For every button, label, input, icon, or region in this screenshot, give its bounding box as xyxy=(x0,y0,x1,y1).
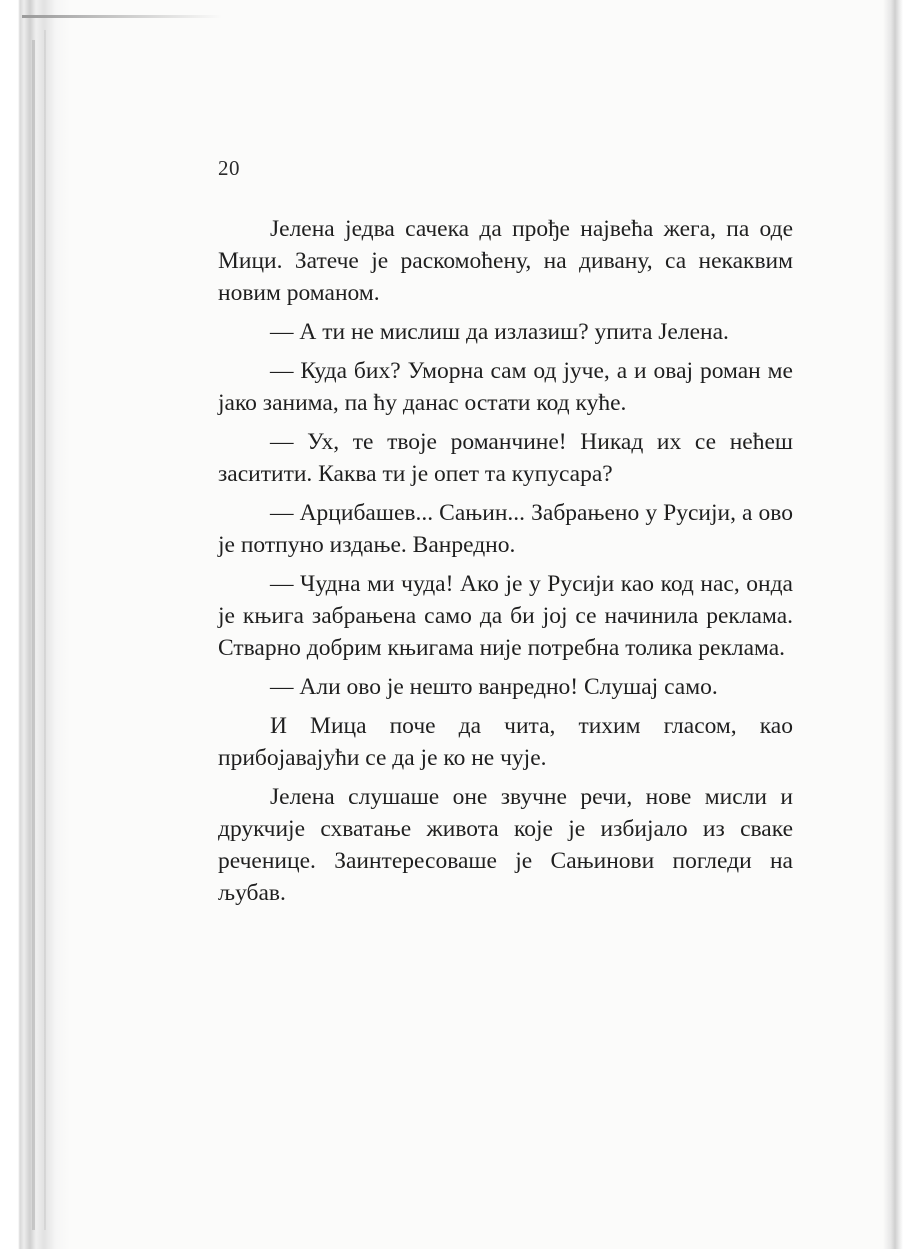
paragraph: И Мица поче да чита, тихим гласом, као прибојавајући се да је ко не чује. xyxy=(218,713,793,771)
paragraph: — Ух, те твоје романчине! Никад их се нећеш заситити. Каква ти је опет та купусара? xyxy=(218,429,793,487)
paragraph: — Куда бих? Уморна сам од јуче, а и овај роман ме јако занима, па ћу данас остати код куће. xyxy=(218,358,793,416)
paragraph: Јелена слушаше оне звучне речи, нове мисли и друкчије схватање живота које је избијало из сваке реченице. Заинтересоваше је Сањинови погледи на љубав. xyxy=(218,784,793,906)
paragraph: — А ти не мислиш да излазиш? упита Јелена. xyxy=(270,319,729,345)
scan-shadow-line xyxy=(32,40,35,1230)
paragraph: — Али ово је нешто ванредно! Слушај само. xyxy=(270,674,718,700)
body-text xyxy=(218,213,793,916)
scan-binding-edge-right xyxy=(883,0,903,1249)
scan-top-mark xyxy=(22,15,222,18)
paragraph: — Арцибашев... Сањин... Забрањено у Русији, а ово је потпуно издање. Ванредно. xyxy=(218,500,793,558)
scan-shadow-line xyxy=(44,30,46,1230)
scan-binding-edge-left xyxy=(0,0,70,1249)
paragraph: — Чудна ми чуда! Ако је у Русији као код нас, онда је књига забрањена само да би јој се начинила реклама. Стварно добрим књигама није потребна толика реклама. xyxy=(218,571,793,661)
page-number: 20 xyxy=(218,156,240,180)
paragraph: Јелена једва сачека да прође највећа жега, па оде Мици. Затече је раскомоћену, на дивану, са некаквим новим романом. xyxy=(218,216,793,306)
